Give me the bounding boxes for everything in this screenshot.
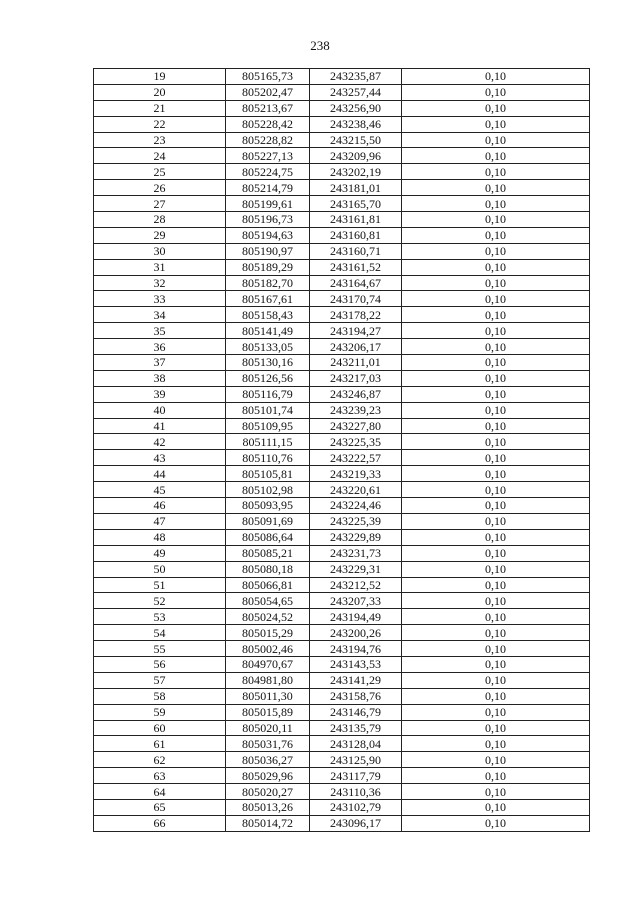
x-coordinate-cell: 805110,76 bbox=[226, 450, 310, 466]
y-coordinate-cell: 243160,81 bbox=[310, 227, 402, 243]
accuracy-cell: 0,10 bbox=[402, 212, 590, 228]
point-number-cell: 53 bbox=[94, 609, 226, 625]
point-number-cell: 30 bbox=[94, 243, 226, 259]
point-number-cell: 26 bbox=[94, 180, 226, 196]
x-coordinate-cell: 805199,61 bbox=[226, 196, 310, 212]
x-coordinate-cell: 805196,73 bbox=[226, 212, 310, 228]
y-coordinate-cell: 243227,80 bbox=[310, 418, 402, 434]
x-coordinate-cell: 805126,56 bbox=[226, 370, 310, 386]
table-row bbox=[94, 386, 590, 402]
y-coordinate-cell: 243128,04 bbox=[310, 736, 402, 752]
accuracy-cell: 0,10 bbox=[402, 339, 590, 355]
point-number-cell: 54 bbox=[94, 625, 226, 641]
point-number-cell: 62 bbox=[94, 752, 226, 768]
table-row bbox=[94, 355, 590, 371]
accuracy-cell: 0,10 bbox=[402, 466, 590, 482]
table-row bbox=[94, 180, 590, 196]
y-coordinate-cell: 243229,89 bbox=[310, 529, 402, 545]
y-coordinate-cell: 243220,61 bbox=[310, 482, 402, 498]
table-row bbox=[94, 752, 590, 768]
accuracy-cell: 0,10 bbox=[402, 545, 590, 561]
x-coordinate-cell: 805182,70 bbox=[226, 275, 310, 291]
table-row bbox=[94, 323, 590, 339]
y-coordinate-cell: 243217,03 bbox=[310, 370, 402, 386]
y-coordinate-cell: 243096,17 bbox=[310, 815, 402, 831]
table-row bbox=[94, 704, 590, 720]
x-coordinate-cell: 805165,73 bbox=[226, 69, 310, 85]
point-number-cell: 40 bbox=[94, 402, 226, 418]
table-row bbox=[94, 768, 590, 784]
point-number-cell: 39 bbox=[94, 386, 226, 402]
point-number-cell: 41 bbox=[94, 418, 226, 434]
x-coordinate-cell: 805141,49 bbox=[226, 323, 310, 339]
x-coordinate-cell: 805066,81 bbox=[226, 577, 310, 593]
point-number-cell: 50 bbox=[94, 561, 226, 577]
table-row bbox=[94, 815, 590, 831]
x-coordinate-cell: 805111,15 bbox=[226, 434, 310, 450]
y-coordinate-cell: 243207,33 bbox=[310, 593, 402, 609]
y-coordinate-cell: 243125,90 bbox=[310, 752, 402, 768]
x-coordinate-cell: 805015,29 bbox=[226, 625, 310, 641]
table-row bbox=[94, 84, 590, 100]
y-coordinate-cell: 243102,79 bbox=[310, 799, 402, 815]
point-number-cell: 35 bbox=[94, 323, 226, 339]
y-coordinate-cell: 243224,46 bbox=[310, 498, 402, 514]
x-coordinate-cell: 805014,72 bbox=[226, 815, 310, 831]
y-coordinate-cell: 243239,23 bbox=[310, 402, 402, 418]
table-row bbox=[94, 561, 590, 577]
x-coordinate-cell: 805102,98 bbox=[226, 482, 310, 498]
x-coordinate-cell: 805029,96 bbox=[226, 768, 310, 784]
point-number-cell: 34 bbox=[94, 307, 226, 323]
x-coordinate-cell: 805167,61 bbox=[226, 291, 310, 307]
y-coordinate-cell: 243215,50 bbox=[310, 132, 402, 148]
accuracy-cell: 0,10 bbox=[402, 370, 590, 386]
y-coordinate-cell: 243141,29 bbox=[310, 672, 402, 688]
accuracy-cell: 0,10 bbox=[402, 625, 590, 641]
y-coordinate-cell: 243225,39 bbox=[310, 513, 402, 529]
x-coordinate-cell: 805002,46 bbox=[226, 641, 310, 657]
y-coordinate-cell: 243170,74 bbox=[310, 291, 402, 307]
point-number-cell: 58 bbox=[94, 688, 226, 704]
y-coordinate-cell: 243206,17 bbox=[310, 339, 402, 355]
accuracy-cell: 0,10 bbox=[402, 815, 590, 831]
y-coordinate-cell: 243222,57 bbox=[310, 450, 402, 466]
x-coordinate-cell: 805213,67 bbox=[226, 100, 310, 116]
y-coordinate-cell: 243146,79 bbox=[310, 704, 402, 720]
point-number-cell: 66 bbox=[94, 815, 226, 831]
accuracy-cell: 0,10 bbox=[402, 227, 590, 243]
point-number-cell: 46 bbox=[94, 498, 226, 514]
accuracy-cell: 0,10 bbox=[402, 799, 590, 815]
accuracy-cell: 0,10 bbox=[402, 100, 590, 116]
table-row bbox=[94, 482, 590, 498]
x-coordinate-cell: 805036,27 bbox=[226, 752, 310, 768]
point-number-cell: 49 bbox=[94, 545, 226, 561]
table-row bbox=[94, 625, 590, 641]
point-number-cell: 29 bbox=[94, 227, 226, 243]
point-number-cell: 42 bbox=[94, 434, 226, 450]
point-number-cell: 63 bbox=[94, 768, 226, 784]
accuracy-cell: 0,10 bbox=[402, 275, 590, 291]
point-number-cell: 25 bbox=[94, 164, 226, 180]
accuracy-cell: 0,10 bbox=[402, 116, 590, 132]
table-row bbox=[94, 69, 590, 85]
accuracy-cell: 0,10 bbox=[402, 752, 590, 768]
y-coordinate-cell: 243165,70 bbox=[310, 196, 402, 212]
y-coordinate-cell: 243194,49 bbox=[310, 609, 402, 625]
table-row bbox=[94, 243, 590, 259]
point-number-cell: 59 bbox=[94, 704, 226, 720]
point-number-cell: 22 bbox=[94, 116, 226, 132]
x-coordinate-cell: 805085,21 bbox=[226, 545, 310, 561]
accuracy-cell: 0,10 bbox=[402, 561, 590, 577]
accuracy-cell: 0,10 bbox=[402, 704, 590, 720]
accuracy-cell: 0,10 bbox=[402, 736, 590, 752]
table-row bbox=[94, 720, 590, 736]
point-number-cell: 31 bbox=[94, 259, 226, 275]
x-coordinate-cell: 804970,67 bbox=[226, 656, 310, 672]
accuracy-cell: 0,10 bbox=[402, 450, 590, 466]
point-number-cell: 20 bbox=[94, 84, 226, 100]
x-coordinate-cell: 805101,74 bbox=[226, 402, 310, 418]
table-row bbox=[94, 418, 590, 434]
table-row bbox=[94, 609, 590, 625]
y-coordinate-cell: 243161,52 bbox=[310, 259, 402, 275]
accuracy-cell: 0,10 bbox=[402, 323, 590, 339]
table-row bbox=[94, 688, 590, 704]
y-coordinate-cell: 243161,81 bbox=[310, 212, 402, 228]
table-row bbox=[94, 196, 590, 212]
y-coordinate-cell: 243238,46 bbox=[310, 116, 402, 132]
accuracy-cell: 0,10 bbox=[402, 402, 590, 418]
y-coordinate-cell: 243110,36 bbox=[310, 784, 402, 800]
y-coordinate-cell: 243231,73 bbox=[310, 545, 402, 561]
point-number-cell: 47 bbox=[94, 513, 226, 529]
table-row bbox=[94, 656, 590, 672]
table-row bbox=[94, 736, 590, 752]
x-coordinate-cell: 805227,13 bbox=[226, 148, 310, 164]
table-row bbox=[94, 148, 590, 164]
table-row bbox=[94, 545, 590, 561]
y-coordinate-cell: 243219,33 bbox=[310, 466, 402, 482]
point-number-cell: 61 bbox=[94, 736, 226, 752]
table-row bbox=[94, 339, 590, 355]
table-row bbox=[94, 227, 590, 243]
y-coordinate-cell: 243194,27 bbox=[310, 323, 402, 339]
x-coordinate-cell: 805202,47 bbox=[226, 84, 310, 100]
coordinates-table bbox=[93, 68, 590, 832]
table-row bbox=[94, 672, 590, 688]
accuracy-cell: 0,10 bbox=[402, 132, 590, 148]
point-number-cell: 57 bbox=[94, 672, 226, 688]
y-coordinate-cell: 243194,76 bbox=[310, 641, 402, 657]
accuracy-cell: 0,10 bbox=[402, 688, 590, 704]
table-row bbox=[94, 641, 590, 657]
y-coordinate-cell: 243257,44 bbox=[310, 84, 402, 100]
table-row bbox=[94, 291, 590, 307]
x-coordinate-cell: 805011,30 bbox=[226, 688, 310, 704]
point-number-cell: 45 bbox=[94, 482, 226, 498]
accuracy-cell: 0,10 bbox=[402, 577, 590, 593]
point-number-cell: 38 bbox=[94, 370, 226, 386]
table-row bbox=[94, 402, 590, 418]
x-coordinate-cell: 805190,97 bbox=[226, 243, 310, 259]
x-coordinate-cell: 805091,69 bbox=[226, 513, 310, 529]
point-number-cell: 21 bbox=[94, 100, 226, 116]
accuracy-cell: 0,10 bbox=[402, 148, 590, 164]
point-number-cell: 23 bbox=[94, 132, 226, 148]
point-number-cell: 55 bbox=[94, 641, 226, 657]
table-row bbox=[94, 577, 590, 593]
table-row bbox=[94, 100, 590, 116]
x-coordinate-cell: 805194,63 bbox=[226, 227, 310, 243]
table-row bbox=[94, 370, 590, 386]
point-number-cell: 37 bbox=[94, 355, 226, 371]
accuracy-cell: 0,10 bbox=[402, 307, 590, 323]
accuracy-cell: 0,10 bbox=[402, 720, 590, 736]
y-coordinate-cell: 243209,96 bbox=[310, 148, 402, 164]
y-coordinate-cell: 243211,01 bbox=[310, 355, 402, 371]
accuracy-cell: 0,10 bbox=[402, 513, 590, 529]
table-row bbox=[94, 513, 590, 529]
x-coordinate-cell: 805130,16 bbox=[226, 355, 310, 371]
y-coordinate-cell: 243135,79 bbox=[310, 720, 402, 736]
x-coordinate-cell: 805133,05 bbox=[226, 339, 310, 355]
y-coordinate-cell: 243181,01 bbox=[310, 180, 402, 196]
point-number-cell: 33 bbox=[94, 291, 226, 307]
x-coordinate-cell: 805228,42 bbox=[226, 116, 310, 132]
y-coordinate-cell: 243178,22 bbox=[310, 307, 402, 323]
point-number-cell: 43 bbox=[94, 450, 226, 466]
table-row bbox=[94, 307, 590, 323]
table-row bbox=[94, 529, 590, 545]
accuracy-cell: 0,10 bbox=[402, 386, 590, 402]
accuracy-cell: 0,10 bbox=[402, 69, 590, 85]
y-coordinate-cell: 243212,52 bbox=[310, 577, 402, 593]
y-coordinate-cell: 243117,79 bbox=[310, 768, 402, 784]
table-row bbox=[94, 132, 590, 148]
point-number-cell: 28 bbox=[94, 212, 226, 228]
table-row bbox=[94, 784, 590, 800]
y-coordinate-cell: 243202,19 bbox=[310, 164, 402, 180]
x-coordinate-cell: 805116,79 bbox=[226, 386, 310, 402]
x-coordinate-cell: 805093,95 bbox=[226, 498, 310, 514]
table-body bbox=[94, 69, 590, 832]
y-coordinate-cell: 243225,35 bbox=[310, 434, 402, 450]
accuracy-cell: 0,10 bbox=[402, 434, 590, 450]
accuracy-cell: 0,10 bbox=[402, 259, 590, 275]
accuracy-cell: 0,10 bbox=[402, 291, 590, 307]
y-coordinate-cell: 243235,87 bbox=[310, 69, 402, 85]
accuracy-cell: 0,10 bbox=[402, 84, 590, 100]
accuracy-cell: 0,10 bbox=[402, 498, 590, 514]
x-coordinate-cell: 805054,65 bbox=[226, 593, 310, 609]
point-number-cell: 65 bbox=[94, 799, 226, 815]
y-coordinate-cell: 243246,87 bbox=[310, 386, 402, 402]
x-coordinate-cell: 805080,18 bbox=[226, 561, 310, 577]
x-coordinate-cell: 804981,80 bbox=[226, 672, 310, 688]
point-number-cell: 32 bbox=[94, 275, 226, 291]
x-coordinate-cell: 805086,64 bbox=[226, 529, 310, 545]
accuracy-cell: 0,10 bbox=[402, 672, 590, 688]
page-number: 238 bbox=[310, 38, 330, 53]
accuracy-cell: 0,10 bbox=[402, 529, 590, 545]
point-number-cell: 56 bbox=[94, 656, 226, 672]
point-number-cell: 27 bbox=[94, 196, 226, 212]
point-number-cell: 60 bbox=[94, 720, 226, 736]
x-coordinate-cell: 805158,43 bbox=[226, 307, 310, 323]
accuracy-cell: 0,10 bbox=[402, 418, 590, 434]
accuracy-cell: 0,10 bbox=[402, 609, 590, 625]
table-row bbox=[94, 212, 590, 228]
x-coordinate-cell: 805214,79 bbox=[226, 180, 310, 196]
x-coordinate-cell: 805189,29 bbox=[226, 259, 310, 275]
y-coordinate-cell: 243158,76 bbox=[310, 688, 402, 704]
accuracy-cell: 0,10 bbox=[402, 784, 590, 800]
y-coordinate-cell: 243200,26 bbox=[310, 625, 402, 641]
accuracy-cell: 0,10 bbox=[402, 641, 590, 657]
table-row bbox=[94, 593, 590, 609]
table-row bbox=[94, 498, 590, 514]
x-coordinate-cell: 805024,52 bbox=[226, 609, 310, 625]
table-row bbox=[94, 434, 590, 450]
point-number-cell: 19 bbox=[94, 69, 226, 85]
x-coordinate-cell: 805020,27 bbox=[226, 784, 310, 800]
accuracy-cell: 0,10 bbox=[402, 243, 590, 259]
y-coordinate-cell: 243143,53 bbox=[310, 656, 402, 672]
point-number-cell: 64 bbox=[94, 784, 226, 800]
x-coordinate-cell: 805109,95 bbox=[226, 418, 310, 434]
point-number-cell: 36 bbox=[94, 339, 226, 355]
table-row bbox=[94, 450, 590, 466]
table-row bbox=[94, 164, 590, 180]
table-row bbox=[94, 799, 590, 815]
accuracy-cell: 0,10 bbox=[402, 482, 590, 498]
x-coordinate-cell: 805020,11 bbox=[226, 720, 310, 736]
table-row bbox=[94, 466, 590, 482]
x-coordinate-cell: 805015,89 bbox=[226, 704, 310, 720]
x-coordinate-cell: 805224,75 bbox=[226, 164, 310, 180]
point-number-cell: 48 bbox=[94, 529, 226, 545]
table-row bbox=[94, 275, 590, 291]
accuracy-cell: 0,10 bbox=[402, 180, 590, 196]
y-coordinate-cell: 243229,31 bbox=[310, 561, 402, 577]
accuracy-cell: 0,10 bbox=[402, 656, 590, 672]
accuracy-cell: 0,10 bbox=[402, 593, 590, 609]
x-coordinate-cell: 805031,76 bbox=[226, 736, 310, 752]
point-number-cell: 44 bbox=[94, 466, 226, 482]
accuracy-cell: 0,10 bbox=[402, 768, 590, 784]
accuracy-cell: 0,10 bbox=[402, 164, 590, 180]
x-coordinate-cell: 805105,81 bbox=[226, 466, 310, 482]
x-coordinate-cell: 805013,26 bbox=[226, 799, 310, 815]
point-number-cell: 24 bbox=[94, 148, 226, 164]
accuracy-cell: 0,10 bbox=[402, 196, 590, 212]
point-number-cell: 52 bbox=[94, 593, 226, 609]
table-row bbox=[94, 259, 590, 275]
point-number-cell: 51 bbox=[94, 577, 226, 593]
x-coordinate-cell: 805228,82 bbox=[226, 132, 310, 148]
y-coordinate-cell: 243160,71 bbox=[310, 243, 402, 259]
table-row bbox=[94, 116, 590, 132]
accuracy-cell: 0,10 bbox=[402, 355, 590, 371]
y-coordinate-cell: 243256,90 bbox=[310, 100, 402, 116]
y-coordinate-cell: 243164,67 bbox=[310, 275, 402, 291]
